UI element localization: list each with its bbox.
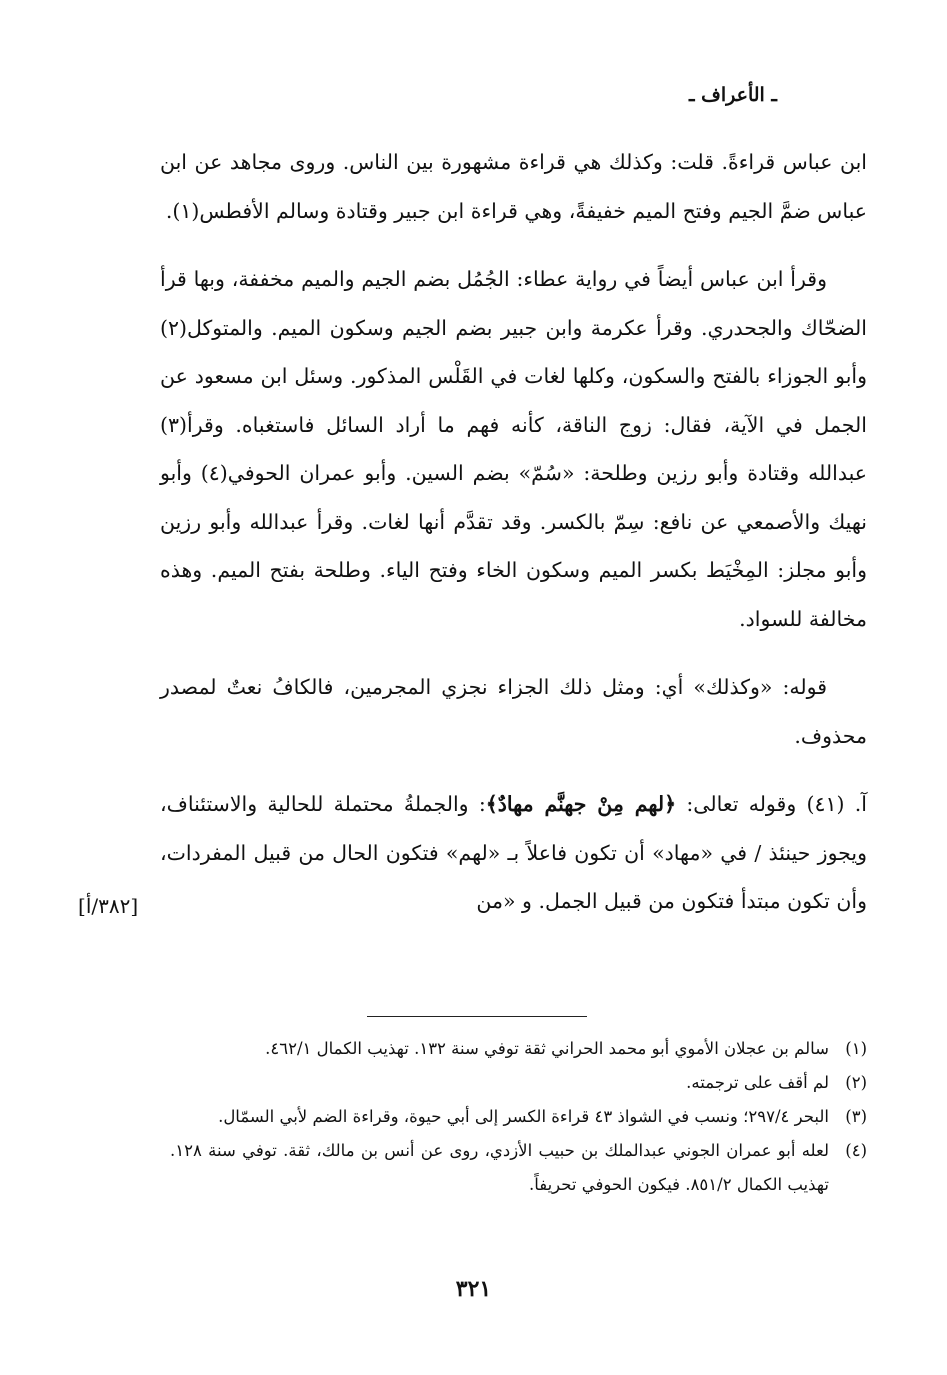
footnote-number: (٤) <box>845 1141 867 1160</box>
footnote-number: (٣) <box>845 1107 867 1126</box>
paragraph-verse <box>160 780 867 926</box>
footnote-text: لم أقف على ترجمته. <box>686 1073 829 1092</box>
verse-prefix: آ. (٤١) وقوله تعالى: <box>686 792 867 816</box>
footnote-4 <box>170 1134 867 1202</box>
verse-commentary: : والجملةُ محتملة للحالية والاستئناف، ويجوز حينئذ / في «مهاد» أن تكون فاعلاً بـ «لهم» فتكون الحال من قبيل المفردات، وأن تكون مبتدأ فتكون من قبيل الجمل. و «من <box>160 792 867 913</box>
footnote-1 <box>170 1032 867 1066</box>
paragraph-3: قوله: «وكذلك» أي: ومثل ذلك الجزاء نجزي المجرمين، فالكافُ نعتٌ لمصدر محذوف. <box>160 675 867 748</box>
footnote-text: لعله أبو عمران الجوني عبدالملك بن حبيب الأزدي، روى عن أنس بن مالك، ثقة. توفي سنة ١٢٨. تهذيب الكمال ٨٥١/٢. فيكون الحوفي تحريفاً. <box>170 1141 829 1194</box>
footnote-divider <box>367 1016 587 1017</box>
paragraph-2: وقرأ ابن عباس أيضاً في رواية عطاء: الجُمُل بضم الجيم والميم مخففة، وبها قرأ الضحّاك والجحدري. وقرأ عكرمة وابن جبير بضم الجيم وسكون الميم. والمتوكل(٢) وأبو الجوزاء بالفتح والسكون، وكلها لغات في القَلْس المذكور. وسئل ابن مسعود عن الجمل في الآية، فقال: زوج الناقة، كأنه فهم ما أراد السائل فاستغباه. وقرأ(٣) عبدالله وقتادة وأبو رزين وطلحة: «سُمّ» بضم السين. وأبو عمران الحوفي(٤) وأبو نهيك والأصمعي عن نافع: سِمّ بالكسر. وقد تقدَّم أنها لغات. وقرأ عبدالله وأبو رزين وأبو مجلز: المِخْيَط بكسر الميم وسكون الخاء وفتح الياء. وطلحة بفتح الميم. وهذه مخالفة للسواد. <box>160 267 867 631</box>
footnote-3 <box>170 1100 867 1134</box>
footnote-text: سالم بن عجلان الأموي أبو محمد الحراني ثقة توفي سنة ١٣٢. تهذيب الكمال ٤٦٢/١. <box>265 1039 829 1058</box>
footnote-2 <box>170 1066 867 1100</box>
footnote-text: البحر ٢٩٧/٤؛ ونسب في الشواذ ٤٣ قراءة الكسر إلى أبي حيوة، وقراءة الضم لأبي السمّال. <box>218 1107 829 1126</box>
main-text <box>160 138 867 926</box>
paragraph-1: ابن عباس قراءةً. قلت: وكذلك هي قراءة مشهورة بين الناس. وروى مجاهد عن ابن عباس ضمَّ الجيم وفتح الميم خفيفةً، وهي قراءة ابن جبير وقتادة وسالم الأفطس(١). <box>160 150 867 223</box>
footnote-number: (١) <box>845 1039 867 1058</box>
manuscript-folio-reference: [٣٨٢/أ] <box>78 894 139 918</box>
footnote-number: (٢) <box>845 1073 867 1092</box>
quran-quote: ﴿لهم مِنْ جهنَّم مهادٌ﴾ <box>485 792 677 816</box>
page-number: ٣٢١ <box>455 1276 492 1302</box>
footnotes <box>170 1032 867 1202</box>
running-header: ـ الأعراف ـ <box>688 84 777 106</box>
